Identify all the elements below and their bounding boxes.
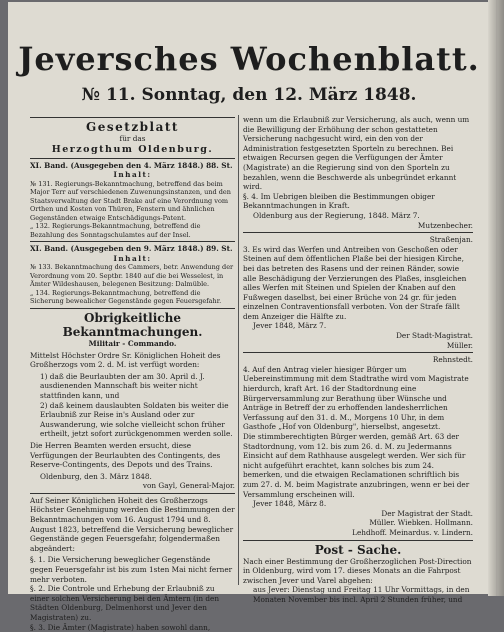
notice-4-sig3: Lehdhoff. Meinardus. v. Lindern. <box>352 527 473 537</box>
entry-134: „ 134. Regierungs-Bekanntmachung, betreffend die Sicherung bewealicher Gegenstände gegen Feuersgefahr. <box>30 288 222 306</box>
band-line-1: XI. Band. (Ausgegeben den 4. März 1848.) 88. St. <box>30 160 233 170</box>
para-1: §. 1. Die Versicherung beweglicher Gegenstände gegen Feuersgefahr ist bis zum 1sten Mai nicht ferner mehr verboten. <box>30 555 233 584</box>
notice-3: 3. Es wird das Werfen und Antreiben von Geschoßen oder Steinen auf dem öffentlichen Plaße bei der hiesigen Kirche, bei das betreten des Rasens und der reinen Ränder, sowie alle Beschädigung der Verzierungen des Plaßes, insgleichen alles Werfen mit Steinen und Spielen der Knaben auf den Fußwegen daselbst, bei einer Brüche von 24 gr. für jeden einzelnen Contraventionsfall verboten. Von der Strafe fällt dem Anzeiger die Hälfte zu. <box>243 244 467 321</box>
column-divider <box>238 115 239 585</box>
military-intro: Mittelst Höchster Ordre Sr. Königlichen Hoheit des Großherzogs vom 2. d. M. ist verfügt worden: <box>30 350 221 370</box>
obrigkeitliche-heading: Obrigkeitliche Bekanntmachungen. <box>62 310 203 339</box>
military-body: Die Herren Beamten werden ersucht, diese Verfügungen der Beurlaubten des Contingents, des Reserve-Contingents, des Depots und des Trains. <box>30 440 221 470</box>
notice-4-date: Jever 1848, März 8. <box>253 499 327 509</box>
military-signature: von Gayl, General-Major. <box>142 481 235 491</box>
band-line-2: XI. Band. (Ausgegeben den 9. März 1848.) 89. St. <box>30 244 233 254</box>
para-4: §. 4. Im Uebrigen bleiben die Bestimmungen obiger Bekanntmachungen in Kraft. <box>243 191 435 211</box>
military-item-2: 2) daß keinem dauslaubten Soldaten bis weiter die Erlaubniß zur Reise in's Ausland oder zur Auswanderung, wie solche vielleicht schon früher ertheilt, jetzt sofort zurückgenommen werden solle. <box>40 400 233 439</box>
insurance-intro: Auf Seiner Königlichen Hoheit des Großherzogs Höchster Genehmigung werden die Bestimmungen der Bekanntmachungen vom 16. August 1794 und 8. August 1823, betreffend die Versicherung beweglicher Gegenstände gegen Feuersgefahr, folgendermaßen abgeändert: <box>30 495 235 553</box>
notice-4b: Die stimmberechtigten Bürger werden, gemäß Art. 63 der Stadtordnung, vom 12. bis zum 26. d. M. zu Jedermanns Einsicht auf dem Rathhause ausgelegt werden. Wer sich für nicht aufgeführt erachtet, kann solches bis zum 24. bemerken, und die etwaigen Reclamationen schriftlich bis zum 27. d. M. beim Magistrate anzubringen, wenn er bei der Versammlung erscheinen will. <box>243 432 470 499</box>
regierung-signature: Mutzenbecher. <box>417 220 473 230</box>
para-3: §. 3. Die Ämter (Magistrate) haben sowohl dann, <box>30 622 211 632</box>
masthead-title: Jeversches Wochenblatt. <box>18 40 480 78</box>
post-schedule: aus Jever: Dienstag und Freitag 11 Uhr Vormittags, in den Monaten November bis incl. April 2 Stunden früher, und <box>253 585 470 604</box>
gesetzblatt-fuer: für das <box>119 134 146 143</box>
post-heading: Post - Sache. <box>314 542 402 557</box>
gesetzblatt-land: Herzogthum Oldenburg. <box>51 143 214 155</box>
military-date: Oldenburg, den 3. März 1848. <box>40 471 152 481</box>
issue-number: № 11. <box>81 85 136 105</box>
notice-4: 4. Auf den Antrag vieler hiesiger Bürger um Uebereinstimmung mit dem Stadtrathe wird vom Magistrate hierdurch, kraft Art. 16 der Stadtordnung eine Bürgerversammlung zur Berathung über Wünsche und Anträge in Betreff der zu erhoffenden landesherrlichen Verfassung auf den 31. d. M., Morgens 10 Uhr, in dem Gasthofe „Hof von Oldenburg", hierselbst, angesetzt. <box>243 364 469 432</box>
newspaper-page <box>8 2 490 632</box>
inhalt-heading-2: Inhalt: <box>113 253 152 263</box>
regierung-date: Oldenburg aus der Regierung, 1848. März 7. <box>253 210 420 220</box>
notice-4-sig2: Müller. Wiebken. Hollmann. <box>369 518 473 528</box>
right-column <box>243 115 473 605</box>
para-2: §. 2. Die Controle und Erhebung der Erlaubniß zu einer solchen Versicherung bei den Ämtern (in den Städten Oldenburg, Delmenhorst und Jever den Magistraten) zu. <box>30 584 220 622</box>
masthead-dateline <box>8 85 490 105</box>
post-body: Nach einer Bestimmung der Großherzoglichen Post-Direction in Oldenburg, wird vom 17. dieses Monats an die Fahrpost zwischen Jever und Varel abgehen: <box>243 556 472 585</box>
notice-3-sig1: Der Stadt-Magistrat. <box>396 331 473 341</box>
rehnstedt-heading: Rehnstedt. <box>432 355 473 365</box>
entry-131: № 131. Regierungs-Bekanntmachung, betreffend das beim Major Terr auf verschiedenen Zuwenungsinstanzen, und den Staatsverwaltung der Stadt Brake auf eine Verordnung vom Orthen und Kosten von Thüren, Fenstern und ähnlichen Gegenständen etwaige Entschädigungs-Patent. <box>30 179 231 222</box>
militair-heading: Militair - Commando. <box>88 338 177 348</box>
military-item-1: 1) daß die Beurlaubten der am 30. April d. J. ausdienenden Mannschaft bis weiter nicht stattfinden kann, und <box>40 371 205 400</box>
strassen-heading: Straßenjan. <box>429 235 473 245</box>
notice-3-sig2: Müller. <box>446 340 473 350</box>
inhalt-heading-1: Inhalt: <box>113 170 152 180</box>
left-column <box>30 115 235 632</box>
gesetzblatt-heading: Gesetzblatt <box>86 120 179 134</box>
issue-date: Sonntag, den 12. März 1848. <box>141 85 417 105</box>
page-edge-line <box>496 0 498 596</box>
notice-4-sig1: Der Magistrat der Stadt. <box>381 508 473 518</box>
entry-133: № 133. Bekanntmachung des Cammers, betr. Anwendung der Verordnung vom 20. Septbr. 1840 auf die bei Wesselest, in Ämter Wildeshausen, belegenen Besitzung: Dalmüble. <box>30 263 234 289</box>
notice-3-date: Jever 1848, März 7. <box>253 321 327 331</box>
entry-132: „ 132. Regierungs-Bekanntmachung, betreffend die Bezahlung des Sonntagschulamtes auf der Insel. <box>30 222 201 239</box>
insurance-cont: wenn um die Erlaubniß zur Versicherung, als auch, wenn um die Bewilligung der Erhöhung der schon gestatteten Versicherung nachgesucht wird, ein den von der Administration festgesetzten Sporteln zu berechnen. Bei etwaigen Recursen gegen die Verfügungen der Ämter (Magistrate) an die Regierung sind von den Sporteln zu bezahlen, wenn die Beschwerde als unbegründet erkannt wird. <box>243 115 470 192</box>
